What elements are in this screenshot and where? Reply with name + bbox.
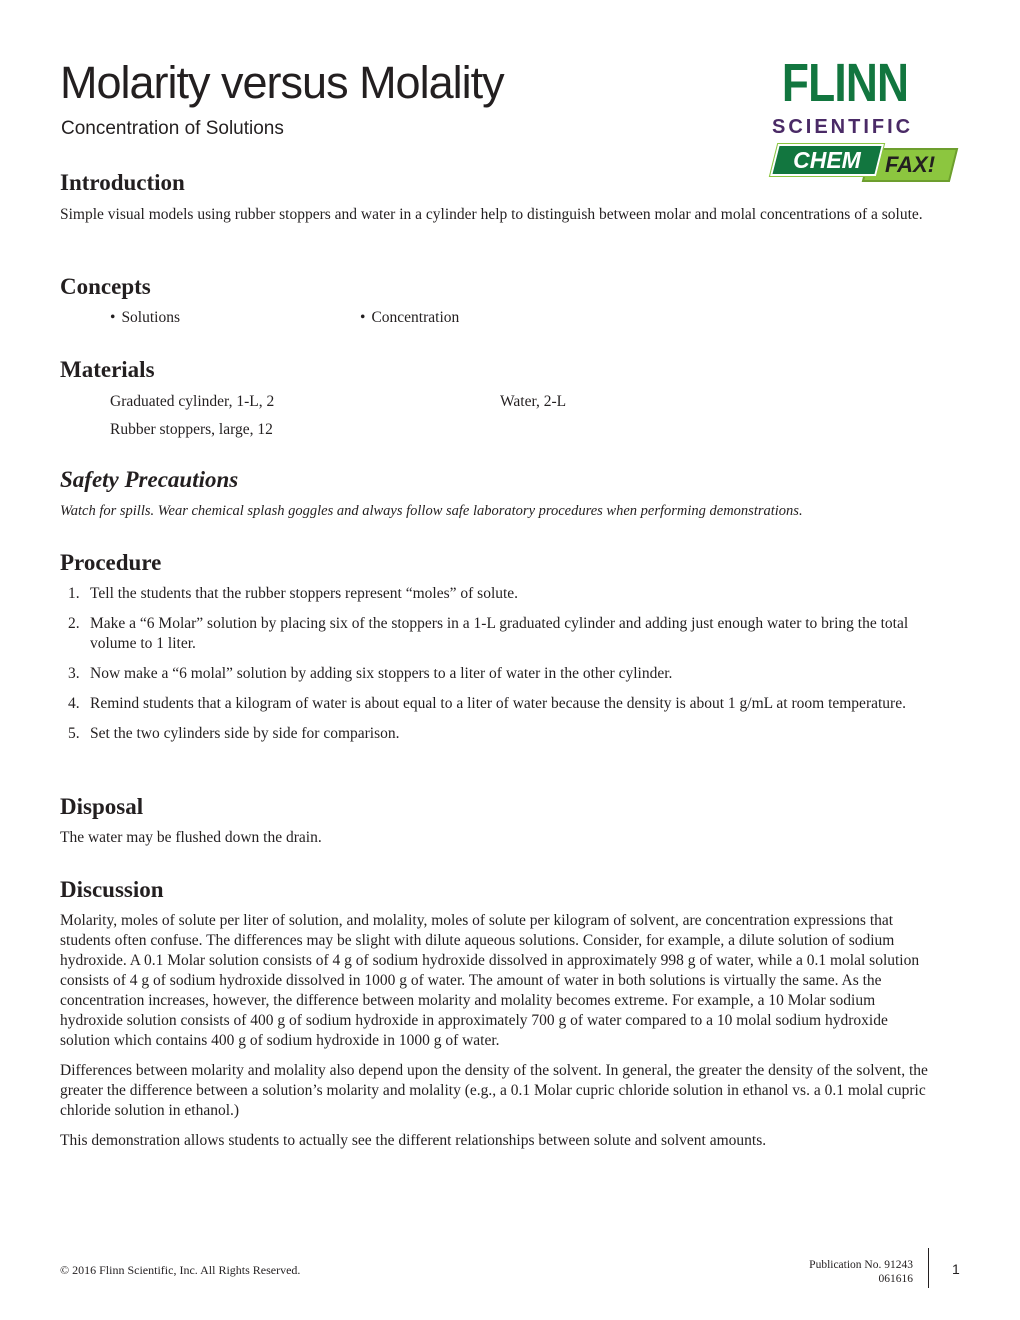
page-title: Molarity versus Molality xyxy=(60,57,504,108)
procedure-list xyxy=(60,584,940,754)
concepts-heading: Concepts xyxy=(60,274,151,299)
safety-heading: Safety Precautions xyxy=(60,467,239,492)
material-item: Water, 2-L xyxy=(500,393,567,410)
disposal-text: The water may be flushed down the drain. xyxy=(60,829,322,846)
logo-chem-badge xyxy=(770,144,884,176)
logo-chem-text: CHEM xyxy=(793,147,861,173)
publication-code: 061616 xyxy=(878,1273,913,1285)
disposal-heading: Disposal xyxy=(60,794,144,819)
discussion-heading: Discussion xyxy=(60,877,164,902)
procedure-step: 5. Set the two cylinders side by side for comparison. xyxy=(68,725,400,742)
discussion-paragraph: This demonstration allows students to actually see the different relationships between solute and solvent amounts. xyxy=(60,1132,767,1149)
page-number: 1 xyxy=(952,1261,960,1277)
safety-text: Watch for spills. Wear chemical splash goggles and always follow safe laboratory procedures when performing demonstrations. xyxy=(60,503,803,519)
introduction-text: Simple visual models using rubber stoppers and water in a cylinder help to distinguish between molar and molal concentrations of a solute. xyxy=(60,206,923,223)
flinn-logo xyxy=(770,53,960,185)
procedure-heading: Procedure xyxy=(60,550,162,575)
discussion-paragraph: Molarity, moles of solute per liter of solution, and molality, moles of solute per kilogram of solvent, are concentration expressions that students often confuse. The differences may be slight with dilute aqueous solutions. Consider, for example, a dilute solution of sodium hydroxide. A 0.1 Molar solution consists of 4 g of sodium hydroxide dissolved in approximately 998 g of water, while a 0.1 molal solution consists of 4 g of sodium hydroxide dissolved in 1000 g of water. The amount of water in both solutions is virtually the same. As the concentration increases, however, the difference between molarity and molality becomes extreme. For example, a 10 Molar sodium hydroxide solution consists of 400 g of sodium hydroxide in approximately 700 g of water compared to a 10 molal sodium hydroxide solution which contains 400 g of sodium hydroxide in 1000 g of water. xyxy=(60,912,920,1049)
procedure-step: 1. Tell the students that the rubber stoppers represent “moles” of solute. xyxy=(68,585,519,602)
page-subtitle: Concentration of Solutions xyxy=(61,118,284,139)
logo-fax-text: FAX! xyxy=(884,152,936,177)
logo-scientific-text: SCIENTIFIC xyxy=(772,116,914,138)
discussion-paragraph: Differences between molarity and molality also depend upon the density of the solvent. In general, the greater the density of the solvent, the greater the difference between a solution’s molarity and molality (e.g., a 0.1 Molar cupric chloride solution in ethanol vs. a 0.1 molal cupric chloride solution in ethanol.) xyxy=(60,1062,928,1119)
footer-divider xyxy=(928,1248,929,1288)
discussion-body xyxy=(60,911,935,1161)
publication-number: Publication No. 91243 xyxy=(809,1259,913,1271)
footer-publication xyxy=(809,1258,913,1286)
concept-item: • Solutions xyxy=(110,309,181,326)
procedure-step: 3. Now make a “6 molal” solution by adding six stoppers to a liter of water in the other cylinder. xyxy=(68,665,673,682)
introduction-heading: Introduction xyxy=(60,170,185,195)
logo-flinn-text: FLINN xyxy=(781,53,909,113)
footer-copyright: © 2016 Flinn Scientific, Inc. All Rights Reserved. xyxy=(60,1263,301,1277)
materials-heading: Materials xyxy=(60,357,155,382)
material-item: Rubber stoppers, large, 12 xyxy=(110,421,273,438)
procedure-step: 4. Remind students that a kilogram of water is about equal to a liter of water because the density is about 1 g/mL at room temperature. xyxy=(68,695,906,712)
procedure-step: 2. Make a “6 Molar” solution by placing six of the stoppers in a 1-L graduated cylinder and adding just enough water to bring the total volume to 1 liter. xyxy=(68,615,909,652)
concept-item: • Concentration xyxy=(360,309,460,326)
material-item: Graduated cylinder, 1-L, 2 xyxy=(110,393,275,410)
